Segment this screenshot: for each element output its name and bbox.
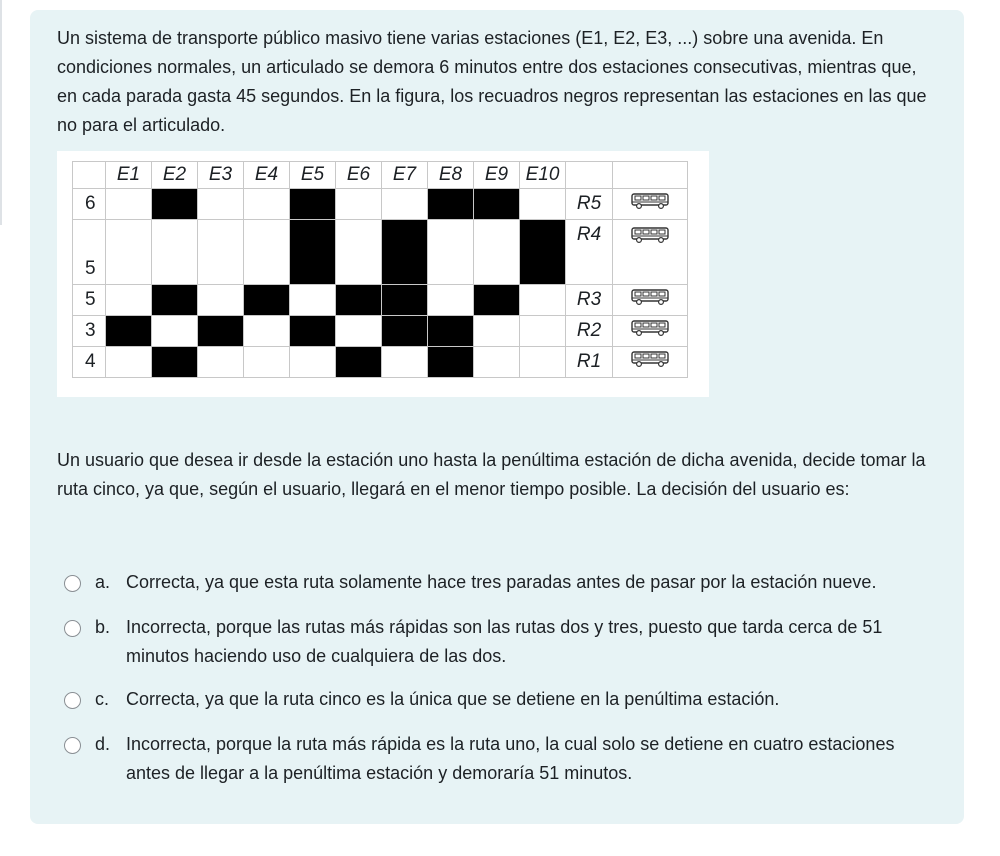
answer-text[interactable]: Incorrecta, porque la ruta más rápida es la ruta uno, la cual solo se detiene en cuatro estaciones antes de llegar a la penúltima estación y demoraría 51 minutos. xyxy=(126,734,895,783)
skipped-station-cell xyxy=(290,316,336,347)
answer-option-c[interactable] xyxy=(64,685,944,714)
skipped-station-cell xyxy=(428,316,474,347)
skipped-station-cell xyxy=(152,285,198,316)
skipped-station-cell xyxy=(106,316,152,347)
station-header-e2: E2 xyxy=(152,162,198,189)
route-label-cell: R1 xyxy=(566,347,613,378)
question-prompt: Un usuario que desea ir desde la estación uno hasta la penúltima estación de dicha avenida, decide tomar la ruta cinco, ya que, según el usuario, llegará en el menor tiempo posible. La decisión del usuario es: xyxy=(57,450,926,499)
answer-option-d[interactable] xyxy=(64,730,944,788)
stop-count-cell: 4 xyxy=(73,347,106,378)
route-row-r1 xyxy=(73,347,688,378)
stop-station-cell xyxy=(244,316,290,347)
grid-header-row xyxy=(73,162,688,189)
radio-button-c[interactable] xyxy=(64,692,81,709)
route-label-cell: R5 xyxy=(566,189,613,220)
stop-station-cell xyxy=(244,347,290,378)
route-row-r3 xyxy=(73,285,688,316)
route-figure xyxy=(57,151,709,397)
skipped-station-cell xyxy=(152,347,198,378)
stop-station-cell xyxy=(106,285,152,316)
stop-station-cell xyxy=(290,347,336,378)
skipped-station-cell xyxy=(244,285,290,316)
skipped-station-cell xyxy=(382,316,428,347)
stop-station-cell xyxy=(336,316,382,347)
skipped-station-cell xyxy=(428,189,474,220)
answer-text[interactable]: Incorrecta, porque las rutas más rápidas son las rutas dos y tres, puesto que tarda cerca de 51 minutos haciendo uso de cualquiera de las dos. xyxy=(126,617,883,666)
station-header-e3: E3 xyxy=(198,162,244,189)
station-header-e4: E4 xyxy=(244,162,290,189)
bus-cell xyxy=(613,347,688,378)
stop-station-cell xyxy=(336,220,382,285)
skipped-station-cell xyxy=(152,189,198,220)
stop-station-cell xyxy=(520,316,566,347)
stop-station-cell xyxy=(520,189,566,220)
bus-header-cell xyxy=(613,162,688,189)
answer-text[interactable]: Correcta, ya que la ruta cinco es la única que se detiene en la penúltima estación. xyxy=(126,689,780,709)
skipped-station-cell xyxy=(290,220,336,285)
stop-station-cell xyxy=(106,220,152,285)
bus-icon xyxy=(630,352,670,373)
bus-cell xyxy=(613,316,688,347)
stop-station-cell xyxy=(198,220,244,285)
station-header-e10: E10 xyxy=(520,162,566,189)
answer-letter: d. xyxy=(95,734,111,754)
stop-station-cell xyxy=(106,347,152,378)
skipped-station-cell xyxy=(474,285,520,316)
bus-cell xyxy=(613,189,688,220)
route-row-r2 xyxy=(73,316,688,347)
skipped-station-cell xyxy=(336,347,382,378)
stop-station-cell xyxy=(474,220,520,285)
stop-count-cell: 5 xyxy=(73,220,106,285)
skipped-station-cell xyxy=(290,189,336,220)
stop-station-cell xyxy=(198,347,244,378)
bus-icon xyxy=(630,321,670,342)
station-header-e5: E5 xyxy=(290,162,336,189)
stop-count-cell: 5 xyxy=(73,285,106,316)
stop-station-cell xyxy=(244,220,290,285)
stop-station-cell xyxy=(106,189,152,220)
bus-cell xyxy=(613,285,688,316)
answer-letter: a. xyxy=(95,572,111,592)
route-label-cell: R4 xyxy=(566,220,613,285)
route-row-r4 xyxy=(73,220,688,285)
station-header-e7: E7 xyxy=(382,162,428,189)
station-header-e9: E9 xyxy=(474,162,520,189)
radio-button-a[interactable] xyxy=(64,575,81,592)
question-intro: Un sistema de transporte público masivo tiene varias estaciones (E1, E2, E3, ...) sobre una avenida. En condiciones normales, un articulado se demora 6 minutos entre dos estaciones consecutivas, mientras que, en cada parada gasta 45 segundos. En la figura, los recuadros negros representan las estaciones en las que no para el articulado. xyxy=(57,28,927,135)
answer-letter: b. xyxy=(95,617,111,637)
bus-cell xyxy=(613,220,688,285)
bus-icon xyxy=(630,194,670,215)
stop-station-cell xyxy=(152,220,198,285)
answer-text[interactable]: Correcta, ya que esta ruta solamente hace tres paradas antes de pasar por la estación nueve. xyxy=(126,572,877,592)
route-label-cell: R2 xyxy=(566,316,613,347)
answer-option-b[interactable] xyxy=(64,613,944,671)
stop-station-cell xyxy=(152,316,198,347)
skipped-station-cell xyxy=(198,316,244,347)
radio-button-b[interactable] xyxy=(64,620,81,637)
route-table xyxy=(72,161,688,378)
answer-option-a[interactable] xyxy=(64,568,944,597)
stop-station-cell xyxy=(382,347,428,378)
stop-station-cell xyxy=(336,189,382,220)
stop-station-cell xyxy=(198,189,244,220)
stop-station-cell xyxy=(474,347,520,378)
stop-station-cell xyxy=(198,285,244,316)
grid-corner-cell xyxy=(73,162,106,189)
route-header-cell xyxy=(566,162,613,189)
station-header-e1: E1 xyxy=(106,162,152,189)
bus-icon xyxy=(630,290,670,311)
stop-station-cell xyxy=(520,285,566,316)
skipped-station-cell xyxy=(336,285,382,316)
skipped-station-cell xyxy=(520,220,566,285)
route-row-r5 xyxy=(73,189,688,220)
skipped-station-cell xyxy=(474,189,520,220)
stop-station-cell xyxy=(428,285,474,316)
answer-letter: c. xyxy=(95,689,110,709)
skipped-station-cell xyxy=(382,285,428,316)
skipped-station-cell xyxy=(382,220,428,285)
stop-station-cell xyxy=(520,347,566,378)
stop-count-cell: 3 xyxy=(73,316,106,347)
stop-station-cell xyxy=(290,285,336,316)
stop-station-cell xyxy=(474,316,520,347)
left-divider xyxy=(0,0,2,225)
radio-button-d[interactable] xyxy=(64,737,81,754)
stop-station-cell xyxy=(244,189,290,220)
stop-station-cell xyxy=(428,220,474,285)
stop-count-cell: 6 xyxy=(73,189,106,220)
station-header-e6: E6 xyxy=(336,162,382,189)
station-header-e8: E8 xyxy=(428,162,474,189)
route-label-cell: R3 xyxy=(566,285,613,316)
stop-station-cell xyxy=(382,189,428,220)
skipped-station-cell xyxy=(428,347,474,378)
bus-icon xyxy=(630,228,670,249)
